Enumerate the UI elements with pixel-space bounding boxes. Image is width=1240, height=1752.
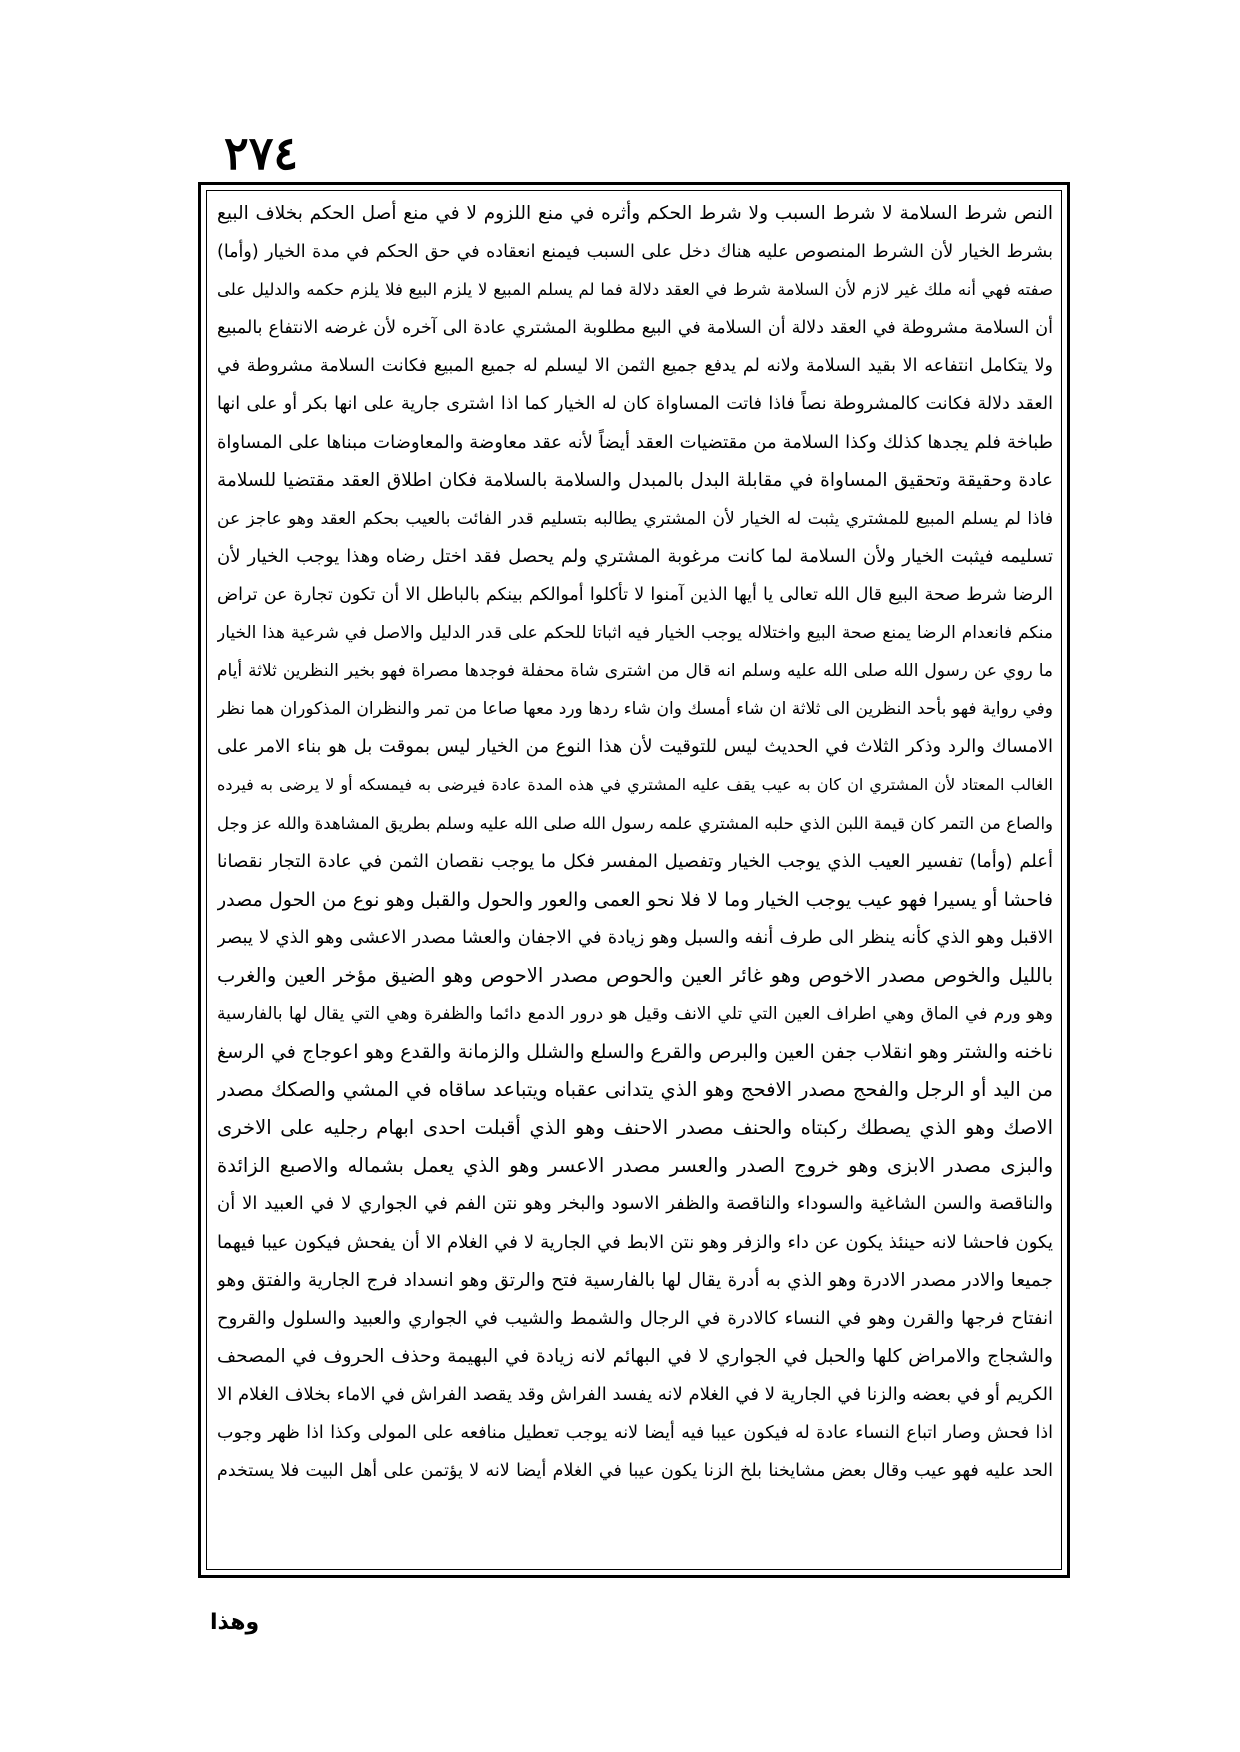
- text-line: أعلم (وأما) تفسير العيب الذي يوجب الخيار وتفصيل المفسر فكل ما يوجب نقصان الثمن في عادة التجار نقصانا: [217, 850, 1053, 872]
- catchword: وهذا: [210, 1610, 260, 1635]
- text-line: والشجاج والامراض كلها والحبل في الجواري لا في البهائم لانه زيادة في البهيمة وحذف الحروف في المصحف: [217, 1345, 1053, 1367]
- text-line: ولا يتكامل انتفاعه الا بقيد السلامة ولانه لم يدفع جميع الثمن الا ليسلم له جميع المبيع فكانت السلامة مشروطة في: [217, 356, 1053, 377]
- text-line: انفتاح فرجها والقرن وهو في النساء كالادرة في الرجال والشمط والشيب في الجواري والعبيد والسلول والقروح: [217, 1307, 1053, 1329]
- text-line: [217, 1528, 1053, 1566]
- text-frame: [198, 182, 1070, 1578]
- text-line: صفته فهي أنه ملك غير لازم لأن السلامة شرط في العقد دلالة فما لم يسلم المبيع لا يلزم البيع فلا يلزم حكمه والدليل على: [217, 280, 1053, 300]
- text-line: وفي رواية فهو بأحد النظرين الى ثلاثة ان شاء أمسك وان شاء ردها ورد معها صاعا من تمر والنظران المذكوران هما نظر: [217, 699, 1053, 720]
- text-line: الرضا شرط صحة البيع قال الله تعالى يا أيها الذين آمنوا لا تأكلوا أموالكم بينكم بالباطل الا أن تكون تجارة عن تراض: [217, 584, 1053, 605]
- text-line: العقد دلالة فكانت كالمشروطة نصاً فاذا فاتت المساواة كان له الخيار كما اذا اشترى جارية على انها بكر أو على انها: [217, 394, 1053, 415]
- text-line: وهو ورم في الماق وهي اطراف العين التي تلي الانف وقيل هو درور الدمع دائما والظفرة وهي التي يقال لها بالفارسية: [217, 1003, 1053, 1024]
- text-line: يكون فاحشا لانه حينئذ يكون عن داء والزفر وهو نتن الابط في الجارية لا في الغلام الا أن يفحش فيكون عيبا فيهما: [217, 1231, 1053, 1253]
- text-line: الامساك والرد وذكر الثلاث في الحديث ليس للتوقيت لأن هذا النوع من الخيار ليس بموقت بل هو بناء الامر على: [217, 736, 1053, 758]
- text-line: والناقصة والسن الشاغية والسوداء والناقصة والظفر الاسود والبخر وهو نتن الفم في الجواري لا في العبيد الا أن: [217, 1193, 1053, 1215]
- text-line: [217, 1490, 1053, 1528]
- text-line: ما روي عن رسول الله صلى الله عليه وسلم انه قال من اشترى شاة محفلة فوجدها مصراة فهو بخير النظرين ثلاثة أيام: [217, 661, 1053, 682]
- text-line: اذا فحش وصار اتباع النساء عادة له فيكون عيبا فيه أيضا لانه يوجب تعطيل منافعه على المولى وكذا اذا ظهر وجوب: [217, 1423, 1053, 1443]
- text-line: أن السلامة مشروطة في العقد دلالة أن السلامة في البيع مطلوبة المشتري عادة الى آخره لأن غرضه الانتفاع بالمبيع: [217, 318, 1053, 339]
- text-line: ناخنه والشتر وهو انقلاب جفن العين والبرص والقرع والسلع والشلل والزمانة والقدع وهو اعوجاج في الرسغ: [217, 1041, 1053, 1064]
- text-line: بشرط الخيار لأن الشرط المنصوص عليه هناك دخل على السبب فيمنع انعقاده في حق الحكم في مدة الخيار (وأما): [217, 242, 1053, 263]
- text-line: والبزى مصدر الابزى وهو خروج الصدر والعسر مصدر الاعسر وهو الذي يعمل بشماله والاصبع الزائدة: [217, 1154, 1053, 1178]
- text-line: طباخة فلم يجدها كذلك وكذا السلامة من مقتضيات العقد أيضاً لأنه عقد معاوضة والمعاوضات مبناها على المساواة: [217, 431, 1053, 453]
- text-line: والصاع من التمر كان قيمة اللبن الذي حلبه المشتري علمه رسول الله صلى الله عليه وسلم بطريق المشاهدة والله عز وجل: [217, 813, 1053, 833]
- text-line: من اليد أو الرجل والفحج مصدر الافحج وهو الذي يتدانى عقباه ويتباعد ساقاه في المشي والصكك مصدر: [217, 1078, 1053, 1102]
- text-line: عادة وحقيقة وتحقيق المساواة في مقابلة البدل بالمبدل والسلامة بالسلامة فكان اطلاق العقد مقتضيا للسلامة: [217, 469, 1053, 491]
- text-line: النص شرط السلامة لا شرط السبب ولا شرط الحكم وأثره في منع اللزوم لا في منع أصل الحكم بخلاف البيع: [217, 203, 1053, 224]
- text-line: الغالب المعتاد لأن المشتري ان كان به عيب يقف عليه المشتري في هذه المدة عادة فيرضى به فيمسكه أو لا يرضى به فيرده: [217, 775, 1053, 795]
- text-line: بالليل والخوص مصدر الاخوص وهو غائر العين والحوص مصدر الاحوص وهو الضيق مؤخر العين والغرب: [217, 963, 1053, 987]
- text-line: فاذا لم يسلم المبيع للمشتري يثبت له الخيار لأن المشتري يطالبه بتسليم قدر الفائت بالعيب بحكم العقد وهو عاجز عن: [217, 508, 1053, 529]
- text-line: الكريم أو في بعضه والزنا في الجارية لا في الغلام لانه يفسد الفراش وقد يقصد الفراش في الاماء بخلاف الغلام الا: [217, 1383, 1053, 1405]
- text-line: فاحشا أو يسيرا فهو عيب يوجب الخيار وما لا فلا نحو العمى والعور والحول والقبل وهو نوع من الحول مصدر: [217, 888, 1053, 911]
- page-number: ٢٧٤: [224, 126, 299, 180]
- text-line: جميعا والادر مصدر الادرة وهو الذي به أدرة يقال لها بالفارسية فتح والرتق وهو انسداد فرج الجارية والفتق وهو: [217, 1269, 1053, 1291]
- text-line: منكم فانعدام الرضا يمنع صحة البيع واختلاله يوجب الخيار فيه اثباتا للحكم على قدر الدليل والاصل في شرعية هذا الخيار: [217, 623, 1053, 644]
- text-line: تسليمه فيثبت الخيار ولأن السلامة لما كانت مرغوبة المشتري ولم يحصل فقد اختل رضاه وهذا يوجب الخيار لأن: [217, 545, 1053, 567]
- text-line: الاصك وهو الذي يصطك ركبتاه والحنف مصدر الاحنف وهو الذي أقبلت احدى ابهام رجليه على الاخرى: [217, 1116, 1053, 1140]
- text-line: الحد عليه فهو عيب وقال بعض مشايخنا بلخ الزنا يكون عيبا في الغلام أيضا لانه لا يؤتمن على أهل البيت فلا يستخدم: [217, 1461, 1053, 1482]
- text-line: الاقبل وهو الذي كأنه ينظر الى طرف أنفه والسبل وهو زيادة في الاجفان والعشا مصدر الاعشى وهو الذي لا يبصر: [217, 926, 1053, 948]
- body-text: [217, 195, 1053, 1567]
